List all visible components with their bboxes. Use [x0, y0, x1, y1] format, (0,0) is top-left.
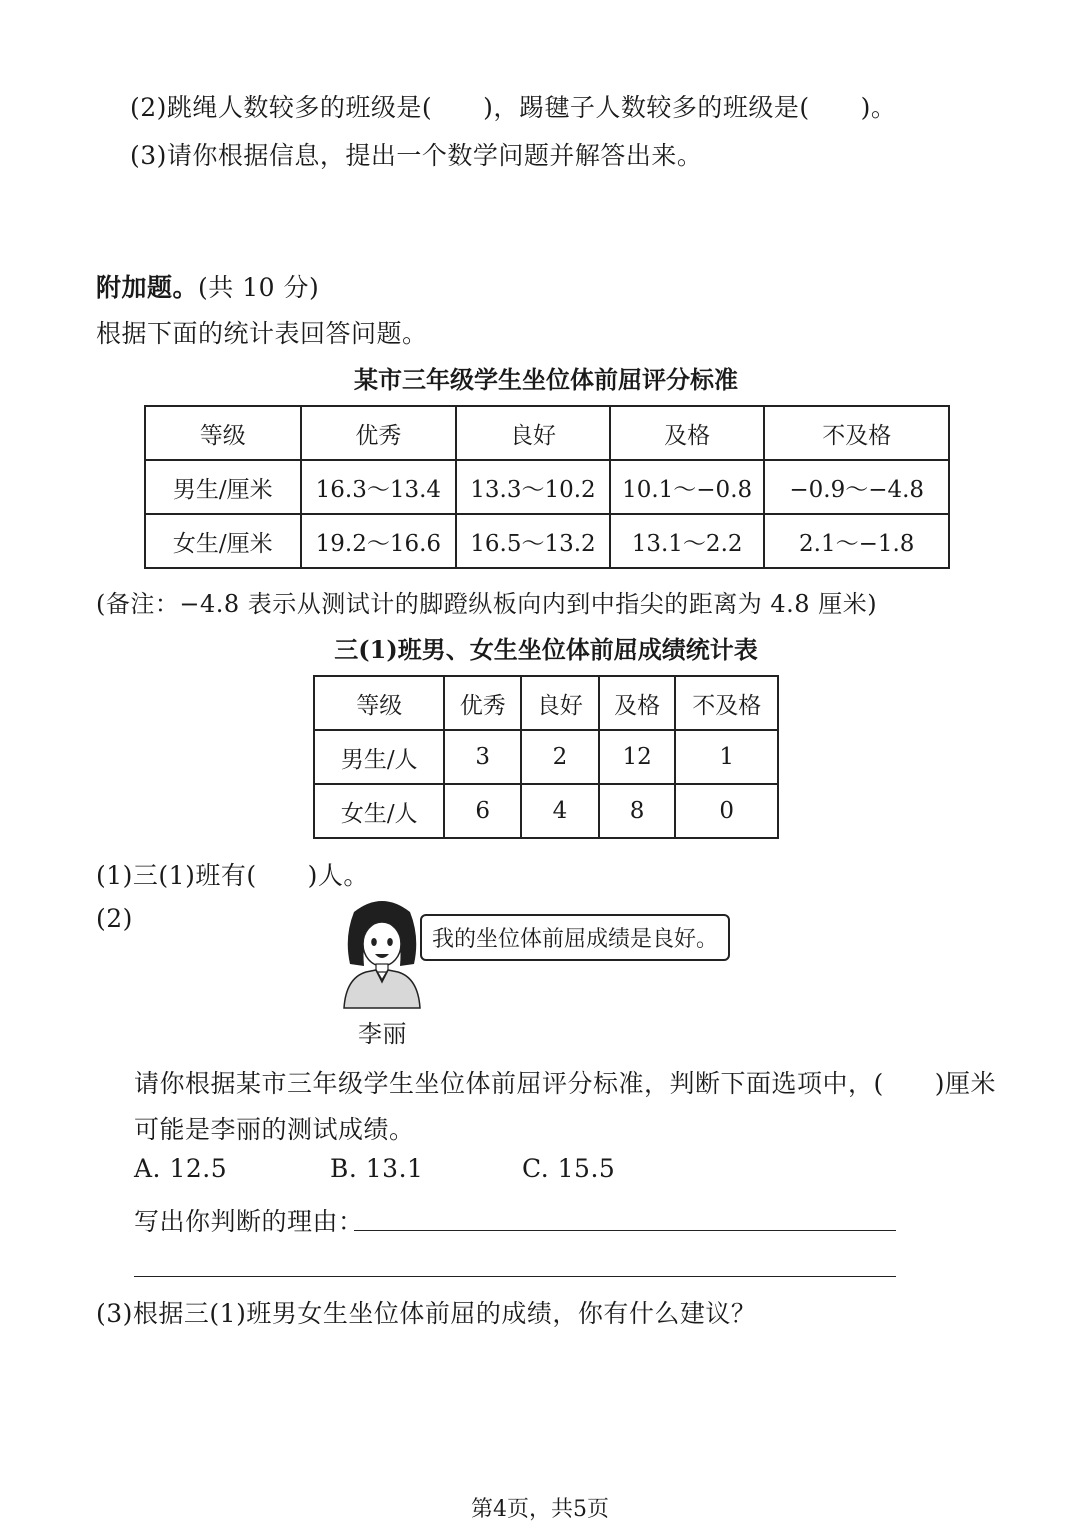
- option-a: A. 12.5: [134, 1154, 228, 1183]
- page-footer: 第4页，共5页: [471, 1497, 609, 1522]
- answer-line[interactable]: [354, 1230, 896, 1231]
- table-cell: 6: [444, 784, 521, 838]
- bonus-points: (共 10 分): [198, 273, 320, 302]
- question-3: (3)请你根据信息，提出一个数学问题并解答出来。: [130, 141, 703, 170]
- header-cell: 良好: [456, 406, 610, 460]
- header-cell: 优秀: [301, 406, 457, 460]
- table-row: [145, 514, 949, 568]
- header-cell: 不及格: [764, 406, 949, 460]
- table-cell: 16.3～13.4: [301, 460, 457, 514]
- answer-line[interactable]: [134, 1276, 896, 1277]
- header-cell: 不及格: [675, 676, 778, 730]
- sub-question-3: (3)根据三(1)班男女生坐位体前屈的成绩，你有什么建议？: [96, 1299, 757, 1328]
- sub-question-2-label: (2): [96, 904, 133, 933]
- table-cell: 3: [444, 730, 521, 784]
- table-cell: 1: [675, 730, 778, 784]
- table-header-row: [145, 406, 949, 460]
- bonus-heading-line: [96, 268, 319, 304]
- header-cell: 优秀: [444, 676, 521, 730]
- table-cell: 16.5～13.2: [456, 514, 610, 568]
- option-c: C. 15.5: [522, 1154, 616, 1183]
- table-row: [145, 460, 949, 514]
- table-cell: 男生/人: [314, 730, 444, 784]
- standards-table: [144, 405, 950, 569]
- table-cell: 13.1～2.2: [610, 514, 765, 568]
- table-row: [314, 730, 778, 784]
- table-cell: 女生/厘米: [145, 514, 301, 568]
- table2-title: 三(1)班男、女生坐位体前屈成绩统计表: [334, 635, 758, 664]
- sub-question-2-text-line2: 可能是李丽的测试成绩。: [134, 1115, 415, 1144]
- table-cell: 8: [599, 784, 676, 838]
- question-2: (2)跳绳人数较多的班级是( )，踢毽子人数较多的班级是( )。: [130, 93, 897, 122]
- class-results-table: [313, 675, 779, 839]
- note-text: (备注：−4.8 表示从测试计的脚蹬纵板向内到中指尖的距离为 4.8 厘米): [96, 590, 878, 618]
- character-name: 李丽: [358, 1020, 407, 1048]
- speech-bubble: 我的坐位体前屈成绩是良好。: [420, 914, 730, 961]
- option-b: B. 13.1: [330, 1154, 424, 1183]
- table1-title: 某市三年级学生坐位体前屈评分标准: [354, 365, 738, 394]
- table-row: [314, 784, 778, 838]
- table-cell: 19.2～16.6: [301, 514, 457, 568]
- table-cell: 2: [521, 730, 599, 784]
- header-cell: 等级: [314, 676, 444, 730]
- table-cell: 12: [599, 730, 676, 784]
- table-header-row: [314, 676, 778, 730]
- table-cell: 2.1～−1.8: [764, 514, 949, 568]
- table-cell: 女生/人: [314, 784, 444, 838]
- sub-question-1: (1)三(1)班有( )人。: [96, 861, 369, 890]
- table-cell: 0: [675, 784, 778, 838]
- table-cell: 13.3～10.2: [456, 460, 610, 514]
- table-cell: 10.1～−0.8: [610, 460, 765, 514]
- girl-illustration: [336, 892, 428, 1010]
- header-cell: 良好: [521, 676, 599, 730]
- header-cell: 等级: [145, 406, 301, 460]
- bonus-heading: 附加题。: [96, 273, 199, 302]
- table-cell: 4: [521, 784, 599, 838]
- reason-prompt: 写出你判断的理由：: [134, 1207, 364, 1236]
- table-cell: 男生/厘米: [145, 460, 301, 514]
- header-cell: 及格: [599, 676, 676, 730]
- table-cell: −0.9～−4.8: [764, 460, 949, 514]
- intro-text: 根据下面的统计表回答问题。: [96, 319, 428, 348]
- header-cell: 及格: [610, 406, 765, 460]
- sub-question-2-text-line1: 请你根据某市三年级学生坐位体前屈评分标准，判断下面选项中，( )厘米: [134, 1069, 997, 1098]
